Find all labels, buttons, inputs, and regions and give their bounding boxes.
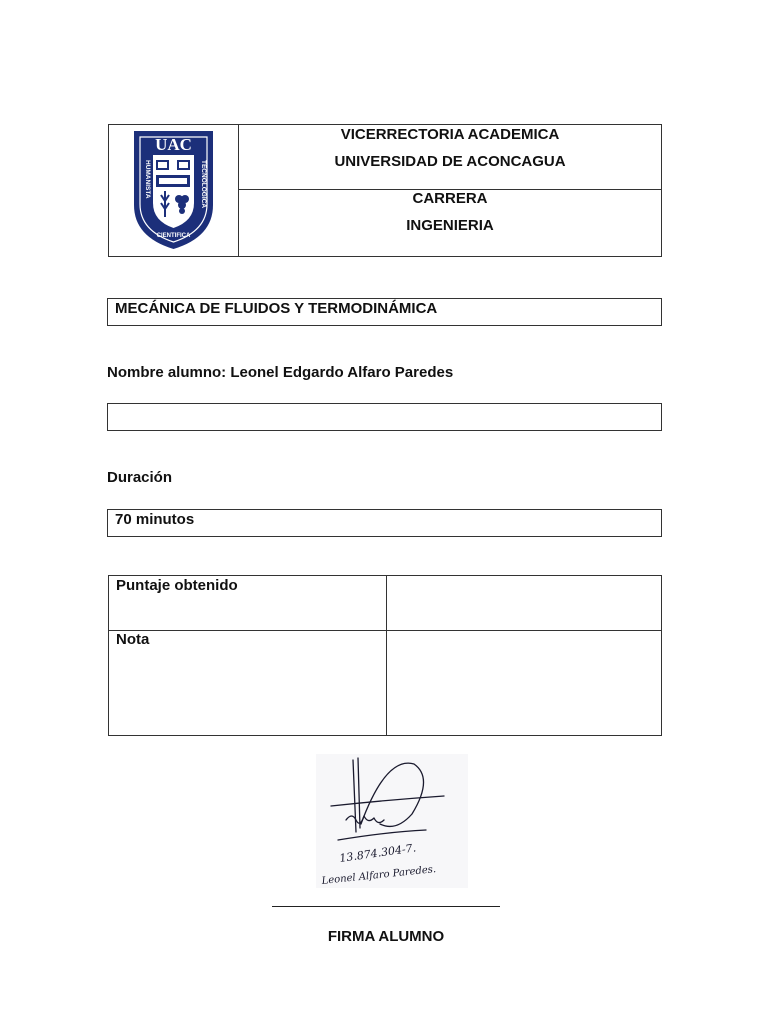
student-name-line: Nombre alumno: Leonel Edgardo Alfaro Paredes <box>107 364 454 381</box>
logo-text: UAC <box>155 135 192 154</box>
header-institution-cell <box>239 125 661 190</box>
signature-line <box>272 906 500 907</box>
institution-line-2: UNIVERSIDAD DE ACONCAGUA <box>334 153 566 170</box>
header-table <box>108 124 662 257</box>
score-divider <box>386 576 387 735</box>
career-label: CARRERA <box>412 190 488 207</box>
points-label: Puntaje obtenido <box>116 577 238 594</box>
logo-ring-bottom: CIENTIFICA <box>156 233 191 239</box>
logo-cell <box>109 125 239 256</box>
grade-label: Nota <box>116 631 150 648</box>
header-career-cell <box>239 189 661 256</box>
institution-line-1: VICERRECTORIA ACADEMICA <box>340 126 560 143</box>
signature-caption: FIRMA ALUMNO <box>327 928 445 945</box>
duration-label: Duración <box>107 469 173 486</box>
grade-row <box>109 630 661 735</box>
university-logo <box>109 125 239 256</box>
course-title-box <box>107 298 662 326</box>
signature-name: Leonel Alfaro Paredes. <box>321 864 437 887</box>
logo-ring-left: HUMANISTA <box>144 160 151 199</box>
duration-value: 70 minutos <box>115 511 195 528</box>
points-row <box>109 576 661 631</box>
logo-ring-right: TECNOLOGICA <box>200 160 207 209</box>
score-table <box>108 575 662 736</box>
course-title: MECÁNICA DE FLUIDOS Y TERMODINÁMICA <box>115 300 438 317</box>
student-extra-field[interactable] <box>107 403 662 431</box>
signature-id: 13.874.304-7. <box>338 841 417 865</box>
duration-box <box>107 509 662 537</box>
career-value: INGENIERIA <box>406 217 494 234</box>
handwritten-signature <box>316 754 468 888</box>
